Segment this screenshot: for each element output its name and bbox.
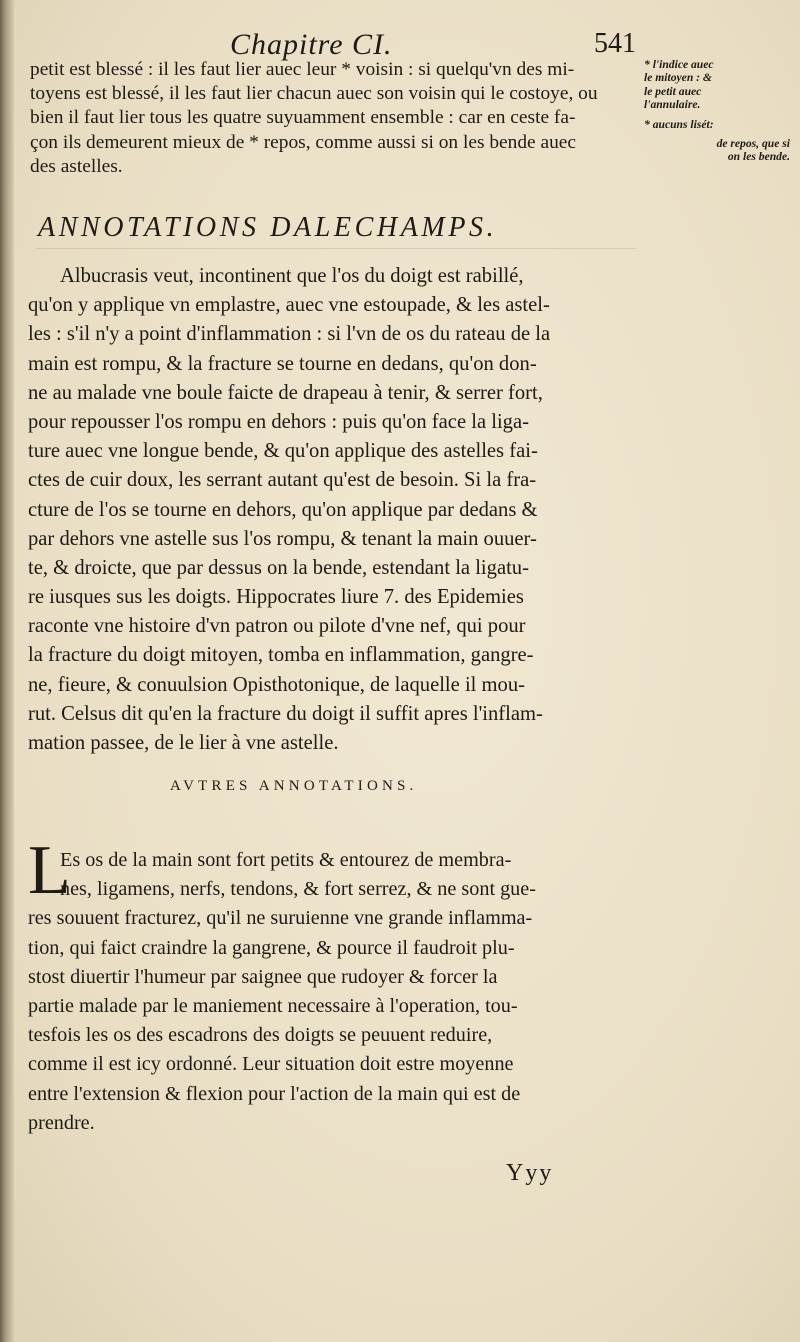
chapter-text-block [30, 58, 640, 179]
text-line: ne, fieure, & conuulsion Opisthotonique, de laquelle il mou- [28, 673, 526, 696]
margin-note-line: l'annulaire. [644, 98, 701, 112]
drop-cap: L [28, 832, 71, 909]
text-line: Es os de la main sont fort petits & entourez de membra- [60, 849, 512, 871]
text-line: petit est blessé : il les faut lier auec leur * voisin : si quelqu'vn des mi- [30, 59, 575, 80]
text-line: mation passee, de le lier à vne astelle. [28, 732, 339, 754]
text-line: res souuent fracturez, qu'il ne suruienne vne grande inflamma- [28, 907, 533, 930]
margin-note-line: de repos, que si [716, 137, 790, 151]
sub-heading: AVTRES ANNOTATIONS. [170, 778, 418, 794]
text-line: main est rompu, & la fracture se tourne en dedans, qu'on don- [28, 352, 537, 375]
text-line: tion, qui faict craindre la gangrene, & pource il faudroit plu- [28, 936, 515, 959]
text-line: Albucrasis veut, incontinent que l'os du doigt est rabillé, [60, 265, 524, 287]
margin-note-line: on les bende. [727, 150, 790, 164]
text-line: toyens est blessé, il les faut lier chacun auec son voisin qui le costoye, ou [30, 83, 598, 105]
text-line: bien il faut lier tous les quatre suyuamment ensemble : car en ceste fa- [30, 107, 576, 129]
margin-note-line: le mitoyen : & [644, 71, 712, 85]
text-line: raconte vne histoire d'vn patron ou pilote d'vne nef, qui pour [28, 615, 526, 638]
text-line: par dehors vne astelle sus l'os rompu, & tenant la main ouuer- [28, 527, 537, 550]
divider [36, 248, 636, 249]
text-line: cture de l'os se tourne en dehors, qu'on applique par dedans & [28, 498, 538, 521]
text-line: la fracture du doigt mitoyen, tomba en inflammation, gangre- [28, 644, 534, 667]
text-line: stost diuertir l'humeur par saignee que rudoyer & forcer la [28, 965, 498, 988]
closing-text-block [28, 846, 658, 1138]
text-line: nes, ligamens, nerfs, tendons, & fort serrez, & ne sont gue- [60, 878, 536, 901]
text-line: qu'on y applique vn emplastre, auec vne estoupade, & les astel- [28, 294, 550, 317]
text-line: des astelles. [30, 155, 123, 177]
text-line: entre l'extension & flexion pour l'action de la main qui est de [28, 1082, 521, 1105]
text-line: re iusques sus les doigts. Hippocrates liure 7. des Epidemies [28, 586, 524, 609]
margin-note-line: le petit auec [644, 84, 702, 98]
text-line: ctes de cuir doux, les serrant autant qu'est de besoin. Si la fra- [28, 469, 537, 492]
running-head: Chapitre CI. [230, 28, 393, 61]
signature-mark: Yyy [506, 1160, 554, 1186]
text-line: les : s'il n'y a point d'inflammation : si l'vn de os du rateau de la [28, 323, 551, 346]
text-line: çon ils demeurent mieux de * repos, comme aussi si on les bende auec [30, 131, 577, 153]
book-spine-shadow [0, 0, 14, 1342]
text-line: pour repousser l'os rompu en dehors : puis qu'on face la liga- [28, 410, 529, 433]
text-line: te, & droicte, que par dessus on la bende, estendant la ligatu- [28, 556, 529, 579]
margin-notes [644, 58, 794, 164]
text-line: tesfois les os des escadrons des doigts se peuuent reduire, [28, 1024, 493, 1047]
margin-note-line: * aucuns lisét: [644, 117, 714, 131]
text-line: comme il est icy ordonné. Leur situation doit estre moyenne [28, 1053, 514, 1076]
text-line: ture auec vne longue bende, & qu'on applique des astelles fai- [28, 440, 538, 463]
text-line: prendre. [28, 1111, 95, 1134]
page-number: 541 [594, 28, 636, 59]
section-heading: ANNOTATIONS DALECHAMPS. [38, 212, 498, 243]
text-line: rut. Celsus dit qu'en la fracture du doigt il suffit apres l'inflam- [28, 702, 543, 725]
annotation-text-block [28, 262, 648, 758]
text-line: ne au malade vne boule faicte de drapeau à tenir, & serrer fort, [28, 381, 543, 404]
text-line: partie malade par le maniement necessaire à l'operation, tou- [28, 994, 518, 1017]
margin-note-line: * l'indice auec [644, 58, 714, 71]
